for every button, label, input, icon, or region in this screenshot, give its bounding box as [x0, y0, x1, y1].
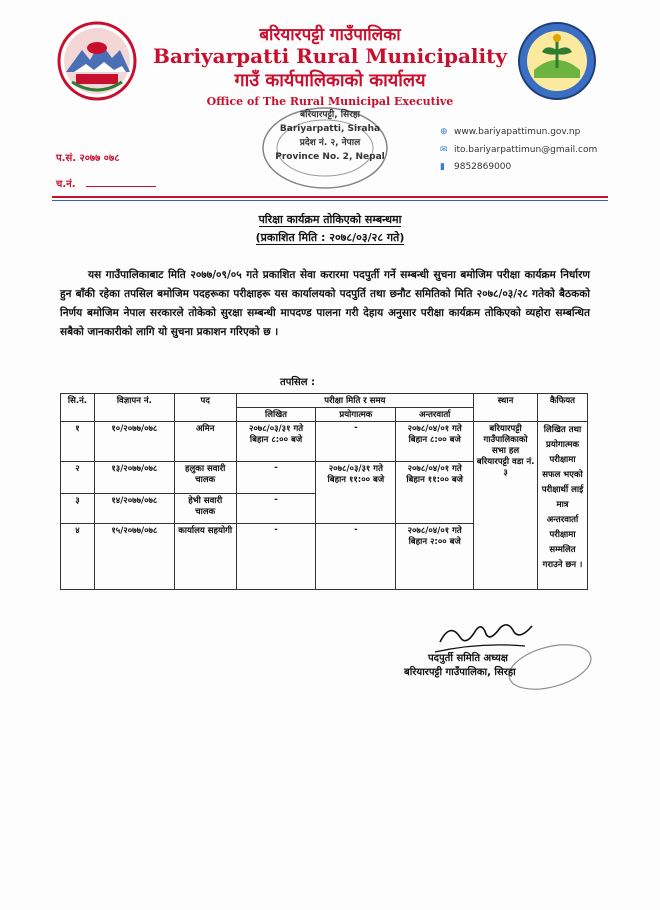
signatory-title: पदपुर्ती समिति अध्यक्ष	[428, 653, 508, 664]
office-name-en: Office of The Rural Municipal Executive	[206, 95, 454, 108]
cell-vigyapan: १५/२०७७/०७८	[94, 524, 174, 590]
header-practical: प्रयोगात्मक	[316, 408, 396, 422]
header-divider	[52, 196, 608, 198]
address-line: प्रदेश नं. २, नेपाल	[299, 138, 361, 148]
cell-pad: कार्यालय सहयोगी	[174, 524, 236, 590]
cell-written: -	[236, 524, 316, 590]
header-divider	[52, 200, 608, 201]
municipality-name-en: Bariyarpatti Rural Municipality	[153, 44, 507, 68]
cell-interview: २०७८/०४/०१ गते बिहान ८:०० बजे	[396, 422, 474, 462]
cell-sn: ३	[61, 494, 95, 524]
phone-icon: ▮	[440, 162, 445, 172]
cell-sn: ४	[61, 524, 95, 590]
signatory-office: बरियारपट्टी गाउँपालिका, सिरहा	[404, 667, 516, 678]
contact-phone: ▮ 9852869000	[440, 162, 512, 172]
reference-number: प.सं. २०७७ ०७८	[56, 153, 120, 164]
cell-pad: हेभी सवारी चालक	[174, 494, 236, 524]
header-interview: अन्तरवार्ता	[396, 408, 474, 422]
header-venue: स्थान	[474, 394, 538, 422]
cell-practical: २०७८/०३/३१ गते बिहान ११:०० बजे	[316, 462, 396, 524]
header-exam-datetime: परीक्षा मिति र समय	[236, 394, 473, 408]
cell-interview: २०७८/०४/०१ गते बिहान २:०० बजे	[396, 524, 474, 590]
address-line: बरियारपट्टी, सिरहा	[300, 110, 360, 120]
mail-icon: ✉	[440, 145, 448, 155]
header-remarks: कैफियत	[538, 394, 588, 422]
contact-website: ⊕ www.bariyapattimun.gov.np	[440, 127, 581, 137]
cell-vigyapan: १०/२०७७/०७८	[94, 422, 174, 462]
cell-remarks: लिखित तथा प्रयोगात्मक परीक्षामा सफल भएको परीक्षार्थी लाई मात्र अन्तरवार्ता परीक्षामा सम्मलित गराउने छन ।	[538, 422, 588, 590]
cell-pad: अमिन	[174, 422, 236, 462]
cell-written: -	[236, 494, 316, 524]
cell-interview: २०७८/०४/०१ गते बिहान ११:०० बजे	[396, 462, 474, 524]
contact-email: ✉ ito.bariyarpattimun@gmail.com	[440, 145, 598, 155]
exam-schedule-table	[60, 393, 588, 590]
dispatch-number: च.नं.	[56, 176, 156, 190]
nepal-emblem-icon	[56, 20, 138, 102]
globe-icon: ⊕	[440, 127, 448, 137]
cell-vigyapan: १३/२०७७/०७८	[94, 462, 174, 494]
address-line: Province No. 2, Nepal	[275, 152, 385, 162]
cell-vigyapan: १४/२०७७/०७८	[94, 494, 174, 524]
cell-practical: -	[316, 524, 396, 590]
published-date: (प्रकाशित मिति : २०७८/०३/२८ गते)	[255, 231, 405, 244]
table-row	[61, 422, 588, 462]
cell-venue: बरियारपट्टी गाउँपालिकाको सभा हल बरियारपट्टी वडा नं. ३	[474, 422, 538, 590]
cell-sn: १	[61, 422, 95, 462]
municipality-logo-icon	[516, 20, 598, 102]
cell-pad: हलुका सवारी चालक	[174, 462, 236, 494]
office-name-np: गाउँ कार्यपालिकाको कार्यालय	[234, 70, 426, 91]
office-stamp-icon	[255, 100, 395, 195]
cell-written: -	[236, 462, 316, 494]
cell-practical: -	[316, 422, 396, 462]
header-sn: सि.नं.	[61, 394, 95, 422]
schedule-heading: तपसिल :	[280, 377, 315, 388]
cell-sn: २	[61, 462, 95, 494]
header-pad: पद	[174, 394, 236, 422]
municipality-name-np: बरियारपट्टी गाउँपालिका	[259, 25, 401, 45]
notice-body: यस गाउँपालिकाबाट मिति २०७७/०९/०५ गते प्रकाशित सेवा करारमा पदपुर्ती गर्ने सम्बन्धी सुचना बमोजिम परीक्षा कार्यक्रम निर्धारण हुन बाँकी रहेका तपसिल बमोजिम पदहरूका परीक्षाहरू यस कार्यालयको पदपुर्ति तथा छनौट समितिको मिति २०७८/०३/२८ गतेको बैठकको निर्णय बमोजिम नेपाल सरकारले तोकेको सुरक्षा सम्बन्धी मापदण्ड पालना गरी देहाय अनुसार परीक्षा कार्यक्रम तोकिएको व्यहोरा सम्बन्धित सबैको जानकारीको लागि यो सुचना प्रकाशन गरिएको छ ।	[60, 269, 590, 338]
cell-written: २०७८/०३/३१ गते बिहान ८:०० बजे	[236, 422, 316, 462]
address-line: Bariyarpatti, Siraha	[279, 124, 381, 134]
header-vigyapan: विज्ञापन नं.	[94, 394, 174, 422]
header-written: लिखित	[236, 408, 316, 422]
subject-title: परिक्षा कार्यक्रम तोकिएको सम्बन्धमा	[258, 213, 402, 226]
